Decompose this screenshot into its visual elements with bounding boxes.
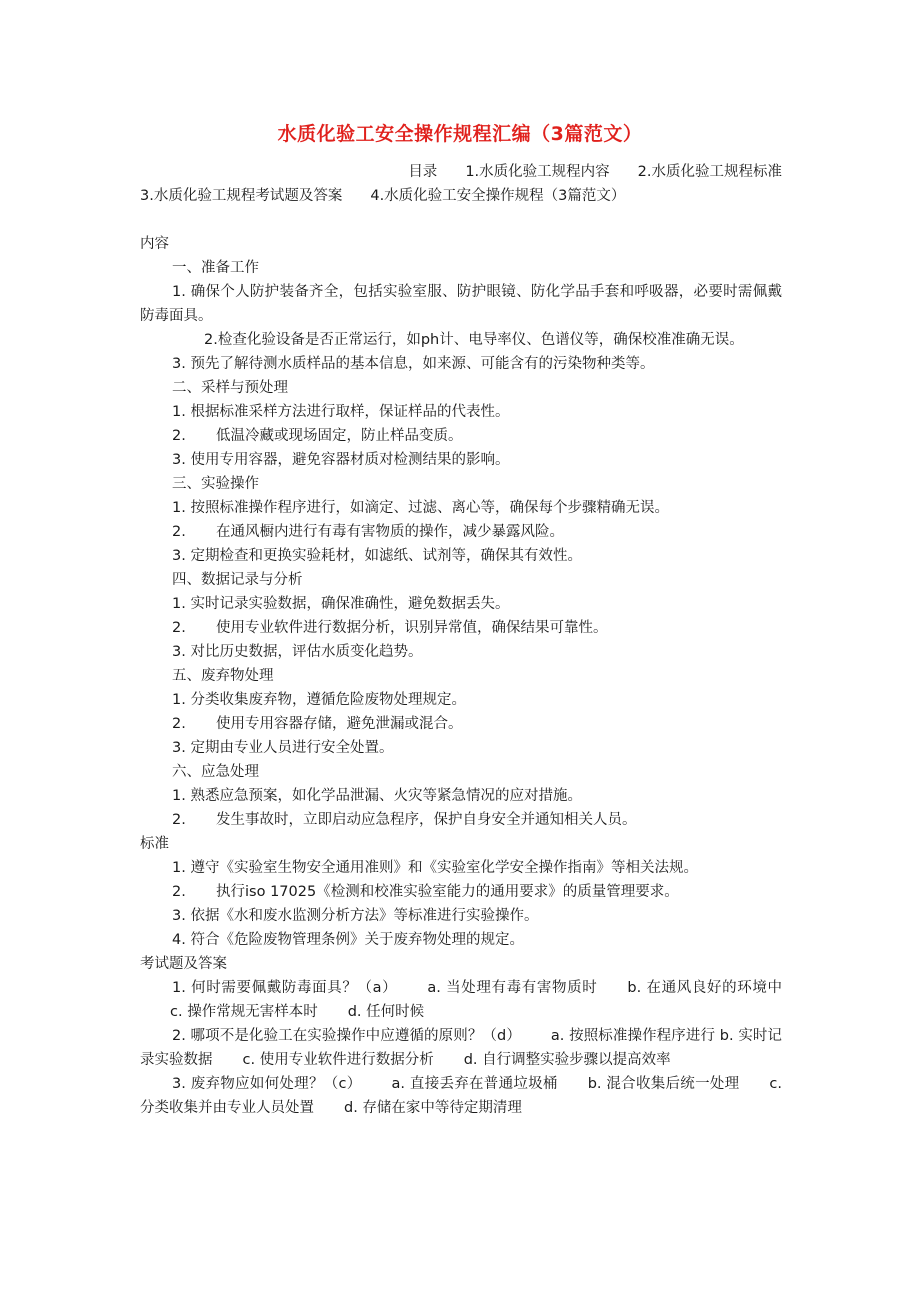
question-text: 3. 废弃物应如何处理？（c） (172, 1076, 362, 1092)
item-number: 2. (172, 884, 186, 900)
section-heading: 标准 (140, 836, 169, 852)
toc-item[interactable]: 4.水质化验工安全操作规程（3篇范文） (370, 188, 626, 204)
item-text: 使用专用容器存储，避免泄漏或混合。 (216, 716, 463, 732)
list-item: 3. 定期检查和更换实验耗材，如滤纸、试剂等，确保其有效性。 (172, 548, 582, 564)
option-c: c. 使用专业软件进行数据分析 (242, 1052, 434, 1068)
toc-item[interactable]: 3.水质化验工规程考试题及答案 (140, 188, 343, 204)
item-number: 2. (172, 716, 186, 732)
toc-line-2 (140, 184, 782, 208)
item-text: 在通风橱内进行有毒有害物质的操作，减少暴露风险。 (216, 524, 564, 540)
item-number: 2. (204, 332, 218, 348)
subsection-title: 一、准备工作 (172, 260, 259, 276)
list-item (140, 424, 782, 448)
document-title: 水质化验工安全操作规程汇编（3篇范文） (277, 123, 643, 145)
option-a: a. 按照标准操作程序进行 (550, 1028, 716, 1044)
list-item (140, 712, 782, 736)
section-heading: 考试题及答案 (140, 956, 227, 972)
list-item (140, 520, 782, 544)
item-number: 2. (172, 812, 186, 828)
subsection-title: 三、实验操作 (172, 476, 259, 492)
document-body (140, 232, 782, 1120)
list-item (140, 808, 782, 832)
list-item: 1. 根据标准采样方法进行取样，保证样品的代表性。 (172, 404, 510, 420)
item-number: 2. (172, 428, 186, 444)
option-d: d. 任何时候 (347, 1004, 425, 1020)
question-text: 2. 哪项不是化验工在实验操作中应遵循的原则？（d） (172, 1028, 521, 1044)
item-text: 低温冷藏或现场固定，防止样品变质。 (216, 428, 463, 444)
question-text: 1. 何时需要佩戴防毒面具？（a） (172, 980, 398, 996)
list-item: 1. 遵守《实验室生物安全通用准则》和《实验室化学安全操作指南》等相关法规。 (172, 860, 698, 876)
item-text: 执行iso 17025《检测和校准实验室能力的通用要求》的质量管理要求。 (216, 884, 679, 900)
list-item: 1. 按照标准操作程序进行，如滴定、过滤、离心等，确保每个步骤精确无误。 (172, 500, 669, 516)
list-item: 3. 依据《水和废水监测分析方法》等标准进行实验操作。 (172, 908, 539, 924)
item-number: 2. (172, 620, 186, 636)
subsection-title: 二、采样与预处理 (172, 380, 288, 396)
option-d: d. 自行调整实验步骤以提高效率 (463, 1052, 671, 1068)
option-c: c. 操作常规无害样本时 (170, 1004, 318, 1020)
list-item (140, 880, 782, 904)
table-of-contents (140, 160, 782, 208)
item-number: 2. (172, 524, 186, 540)
list-item: 3. 使用专用容器，避免容器材质对检测结果的影响。 (172, 452, 510, 468)
list-item: 1. 实时记录实验数据，确保准确性，避免数据丢失。 (172, 596, 510, 612)
list-item: 1. 熟悉应急预案，如化学品泄漏、火灾等紧急情况的应对措施。 (172, 788, 582, 804)
toc-item[interactable]: 2.水质化验工规程标准 (637, 164, 782, 180)
toc-line-1 (140, 160, 782, 184)
subsection-title: 六、应急处理 (172, 764, 259, 780)
option-b: b. 实时记录实验数据 (140, 1028, 783, 1068)
option-d: d. 存储在家中等待定期清理 (344, 1100, 522, 1116)
list-item: 4. 符合《危险废物管理条例》关于废弃物处理的规定。 (172, 932, 524, 948)
toc-item[interactable]: 1.水质化验工规程内容 (465, 164, 610, 180)
option-b: b. 在通风良好的环境中 (627, 980, 783, 996)
list-item: 3. 定期由专业人员进行安全处置。 (172, 740, 394, 756)
list-item: 3. 对比历史数据，评估水质变化趋势。 (172, 644, 423, 660)
option-a: a. 直接丢弃在普通垃圾桶 (391, 1076, 558, 1092)
list-item (140, 616, 782, 640)
item-text: 使用专业软件进行数据分析，识别异常值，确保结果可靠性。 (216, 620, 608, 636)
list-item: 3. 预先了解待测水质样品的基本信息，如来源、可能含有的污染物种类等。 (172, 356, 655, 372)
exam-question (140, 1024, 782, 1072)
option-a: a. 当处理有毒有害物质时 (427, 980, 598, 996)
exam-question (140, 976, 782, 1024)
list-item: 1. 确保个人防护装备齐全，包括实验室服、防护眼镜、防化学品手套和呼吸器，必要时需佩戴防毒面具。 (140, 284, 782, 324)
subsection-title: 五、废弃物处理 (172, 668, 274, 684)
subsection-title: 四、数据记录与分析 (172, 572, 303, 588)
list-item (140, 328, 782, 352)
option-b: b. 混合收集后统一处理 (587, 1076, 740, 1092)
list-item: 1. 分类收集废弃物，遵循危险废物处理规定。 (172, 692, 466, 708)
toc-label: 目录 (408, 164, 438, 180)
item-text: 发生事故时，立即启动应急程序，保护自身安全并通知相关人员。 (216, 812, 637, 828)
exam-question (140, 1072, 782, 1120)
section-heading: 内容 (140, 236, 169, 252)
item-text: 检查化验设备是否正常运行，如ph计、电导率仪、色谱仪等，确保校准准确无误。 (217, 332, 744, 348)
option-c: c. 分类收集并由专业人员处置 (140, 1076, 782, 1116)
